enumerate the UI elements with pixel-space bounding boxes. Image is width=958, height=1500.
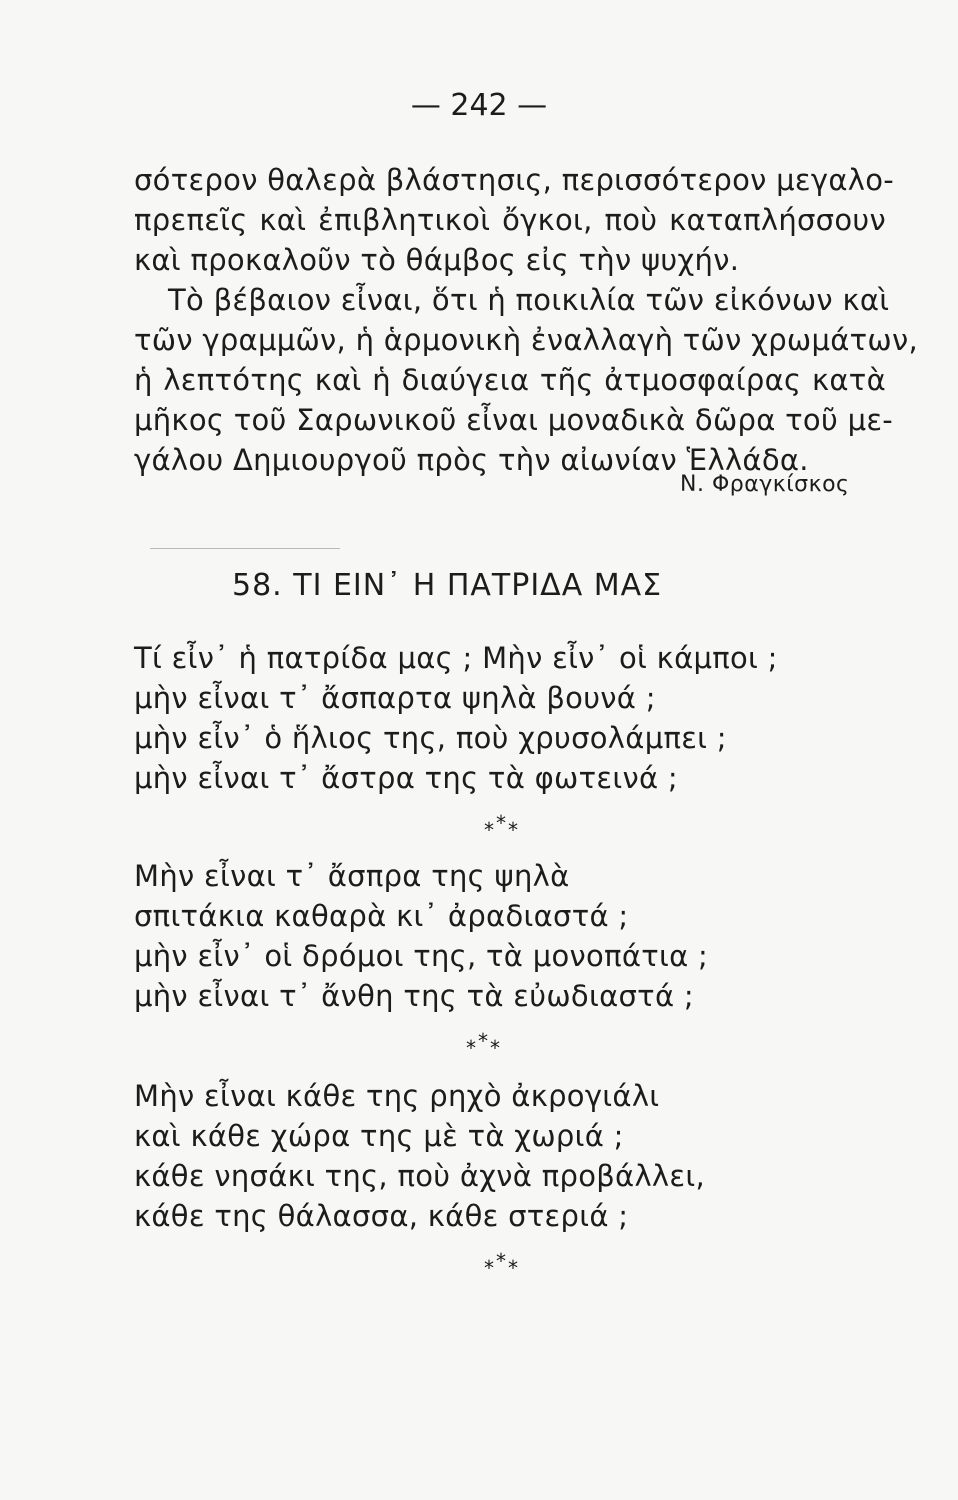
poem-line: Τί εἶν᾽ ἡ πατρίδα μας ; Μὴν εἶν᾽ οἱ κάμποι ; bbox=[134, 641, 778, 675]
stanza-separator-asterism bbox=[484, 811, 520, 842]
prose-line: ἡ λεπτότης καὶ ἡ διαύγεια τῆς ἀτμοσφαίρας κατὰ bbox=[134, 363, 886, 397]
asterism-star: * bbox=[484, 818, 496, 842]
poem-title: 58. ΤΙ ΕΙΝ᾽ Η ΠΑΤΡΙΔΑ ΜΑΣ bbox=[232, 568, 663, 603]
poem-line: μὴν εἶν᾽ οἱ δρόμοι της, τὰ μονοπάτια ; bbox=[134, 939, 709, 973]
poem-line: μὴν εἶν᾽ ὁ ἥλιος της, ποὺ χρυσολάμπει ; bbox=[134, 721, 727, 755]
prose-line: σότερον θαλερὰ βλάστησις, περισσότερον μεγαλο- bbox=[134, 163, 895, 197]
prose-line: γάλου Δημιουργοῦ πρὸς τὴν αἰωνίαν Ἑλλάδα. bbox=[134, 443, 809, 477]
poem-line: κάθε της θάλασσα, κάθε στεριά ; bbox=[134, 1199, 629, 1233]
asterism-star: * bbox=[490, 1036, 502, 1060]
author-signature: Ν. Φραγκίσκος bbox=[680, 472, 850, 497]
poem-line: σπιτάκια καθαρὰ κι᾽ ἀραδιαστά ; bbox=[134, 899, 629, 933]
asterism-star: * bbox=[508, 818, 520, 842]
poem-line: μὴν εἶναι τ᾽ ἄνθη της τὰ εὐωδιαστά ; bbox=[134, 979, 694, 1013]
page-number: — 242 — bbox=[410, 88, 548, 123]
prose-line: πρεπεῖς καὶ ἐπιβλητικοὶ ὄγκοι, ποὺ καταπλήσσουν bbox=[134, 203, 886, 237]
asterism-star: * bbox=[478, 1029, 490, 1053]
prose-line: Τὸ βέβαιον εἶναι, ὅτι ἡ ποικιλία τῶν εἰκόνων καὶ bbox=[168, 283, 890, 317]
poem-line: μὴν εἶναι τ᾽ ἄσπαρτα ψηλὰ βουνά ; bbox=[134, 681, 656, 715]
prose-line: τῶν γραμμῶν, ἡ ἁρμονικὴ ἐναλλαγὴ τῶν χρωμάτων, bbox=[134, 323, 919, 357]
poem-line: καὶ κάθε χώρα της μὲ τὰ χωριά ; bbox=[134, 1119, 624, 1153]
asterism-star: * bbox=[496, 1249, 508, 1273]
poem-line: Μὴν εἶναι τ᾽ ἄσπρα της ψηλὰ bbox=[134, 859, 570, 893]
stanza-separator-asterism bbox=[484, 1249, 520, 1280]
asterism-star: * bbox=[484, 1256, 496, 1280]
asterism-star: * bbox=[466, 1036, 478, 1060]
section-divider bbox=[150, 548, 340, 549]
stanza-separator-asterism bbox=[466, 1029, 502, 1060]
asterism-star: * bbox=[496, 811, 508, 835]
asterism-star: * bbox=[508, 1256, 520, 1280]
poem-line: Μὴν εἶναι κάθε της ρηχὸ ἀκρογιάλι bbox=[134, 1079, 660, 1113]
poem-line: μὴν εἶναι τ᾽ ἄστρα της τὰ φωτεινά ; bbox=[134, 761, 678, 795]
prose-line: καὶ προκαλοῦν τὸ θάμβος εἰς τὴν ψυχήν. bbox=[134, 243, 740, 277]
prose-line: μῆκος τοῦ Σαρωνικοῦ εἶναι μοναδικὰ δῶρα τοῦ με- bbox=[134, 403, 894, 437]
poem-line: κάθε νησάκι της, ποὺ ἀχνὰ προβάλλει, bbox=[134, 1159, 706, 1193]
